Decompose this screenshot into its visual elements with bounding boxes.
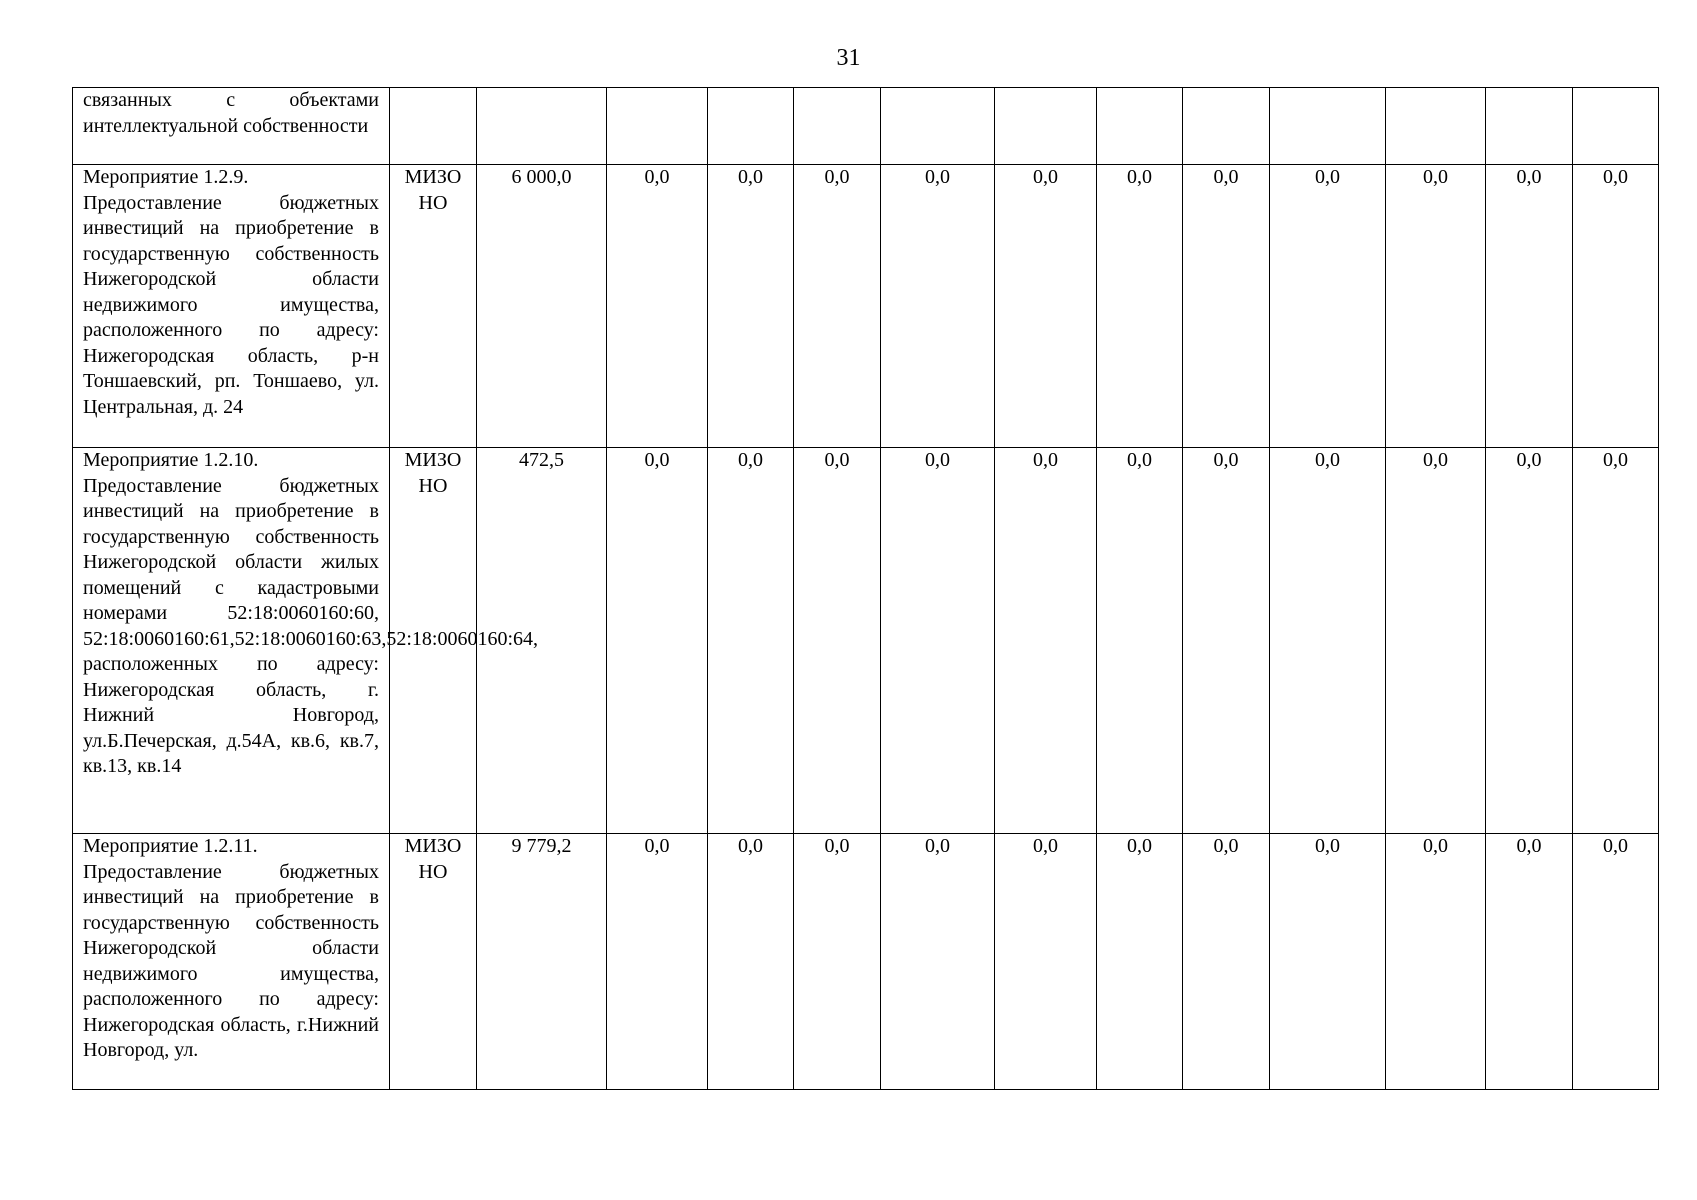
value-cell: 0,0	[794, 165, 881, 448]
value-cell: 9 779,2	[477, 834, 607, 1090]
value-cell: 0,0	[1573, 834, 1659, 1090]
value-cell: 0,0	[1270, 165, 1386, 448]
value-cell	[1486, 88, 1573, 165]
value-cell: 0,0	[1486, 834, 1573, 1090]
value-cell	[477, 88, 607, 165]
value-cell: 0,0	[1486, 165, 1573, 448]
value-cell: 0,0	[995, 448, 1097, 834]
value-cell	[1270, 88, 1386, 165]
executor-cell: МИЗО НО	[390, 165, 477, 448]
value-cell: 0,0	[1183, 165, 1270, 448]
table-row	[73, 88, 1659, 165]
value-cell: 0,0	[607, 834, 708, 1090]
table-row	[73, 448, 1659, 834]
value-cell: 0,0	[794, 448, 881, 834]
value-cell	[1573, 88, 1659, 165]
value-cell: 6 000,0	[477, 165, 607, 448]
table-row	[73, 834, 1659, 1090]
value-cell: 0,0	[1097, 165, 1183, 448]
value-cell: 0,0	[1386, 165, 1486, 448]
value-cell	[708, 88, 794, 165]
value-cell: 0,0	[1270, 834, 1386, 1090]
value-cell	[1183, 88, 1270, 165]
value-cell	[794, 88, 881, 165]
measure-description	[73, 88, 390, 165]
description-line: Предоставление бюджетных инвестиций на приобретение в государственную собственность Нижегородской области недвижимого имущества, расположенного по адресу: Нижегородская область, р-н Тоншаевский, рп. Тоншаево, ул. Центральная, д. 24	[83, 191, 379, 418]
value-cell	[1097, 88, 1183, 165]
value-cell: 0,0	[1183, 448, 1270, 834]
measure-title: Мероприятие 1.2.10.	[83, 449, 259, 471]
value-cell: 0,0	[607, 165, 708, 448]
measure-description	[73, 834, 390, 1090]
description-line: связанных с объектами интеллектуальной собственности	[83, 89, 379, 137]
value-cell: 0,0	[1270, 448, 1386, 834]
value-cell: 0,0	[708, 834, 794, 1090]
executor-cell: МИЗО НО	[390, 834, 477, 1090]
table-row	[73, 165, 1659, 448]
value-cell	[995, 88, 1097, 165]
value-cell: 0,0	[1486, 448, 1573, 834]
value-cell	[881, 88, 995, 165]
value-cell: 0,0	[1097, 834, 1183, 1090]
description-line: Предоставление бюджетных инвестиций на приобретение в государственную собственность Нижегородской области жилых помещений с кадастровыми номерами 52:18:0060160:60, 52:18:0060160:61,52:18:0060160:63,52:18:0060160:64, расположенных по адресу: Нижегородская область, г. Нижний Новгород, ул.Б.Печерская, д.54А, кв.6, кв.7, кв.13, кв.14	[83, 474, 539, 777]
measure-description	[73, 165, 390, 448]
page-number: 31	[836, 45, 861, 71]
budget-table	[72, 87, 1659, 1090]
value-cell: 0,0	[1573, 165, 1659, 448]
executor-cell: МИЗО НО	[390, 448, 477, 834]
value-cell: 0,0	[607, 448, 708, 834]
measure-title: Мероприятие 1.2.11.	[83, 835, 258, 857]
value-cell: 0,0	[995, 165, 1097, 448]
value-cell: 0,0	[881, 834, 995, 1090]
value-cell: 0,0	[708, 448, 794, 834]
value-cell: 0,0	[794, 834, 881, 1090]
value-cell: 472,5	[477, 448, 607, 834]
value-cell: 0,0	[1097, 448, 1183, 834]
value-cell: 0,0	[881, 165, 995, 448]
value-cell: 0,0	[1183, 834, 1270, 1090]
value-cell: 0,0	[708, 165, 794, 448]
value-cell: 0,0	[995, 834, 1097, 1090]
measure-title: Мероприятие 1.2.9.	[83, 166, 249, 188]
value-cell: 0,0	[1386, 834, 1486, 1090]
value-cell	[607, 88, 708, 165]
value-cell: 0,0	[1386, 448, 1486, 834]
value-cell: 0,0	[881, 448, 995, 834]
description-line: Предоставление бюджетных инвестиций на приобретение в государственную собственность Нижегородской области недвижимого имущества, расположенного по адресу: Нижегородская область, г.Нижний Новгород, ул.	[83, 860, 379, 1061]
executor-cell	[390, 88, 477, 165]
value-cell	[1386, 88, 1486, 165]
value-cell: 0,0	[1573, 448, 1659, 834]
